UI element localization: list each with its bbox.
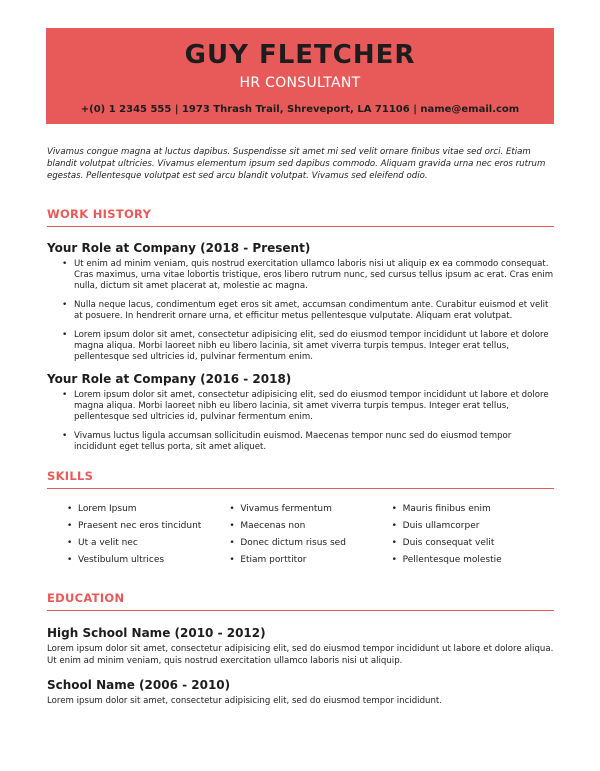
education-desc: Lorem ipsum dolor sit amet, consectetur adipisicing elit, sed do eiusmod tempor incididunt ut labore et dolore aliqua. Ut enim ad minim veniam, quis nostrud exercitation ullamco laboris nisi ut aliquip. [47, 644, 554, 666]
skills-grid [47, 501, 554, 569]
job-title: Your Role at Company (2016 - 2018) [47, 372, 292, 386]
summary-text: Vivamus congue magna at luctus dapibus. Suspendisse sit amet mi sed velit ornare finibus vitae sed orci. Etiam blandit volutpat ultricies. Vivamus elementum ipsum sed dapibus commodo. Aliquam gravida urna nec eros rutrum egestas. Pellentesque volutpat est sed arcu blandit volutpat. Vivamus sed eleifend odio. [47, 147, 546, 181]
skill-item: • Etiam porttitor [229, 552, 391, 569]
job-bullets [47, 259, 554, 363]
skills-column [67, 501, 229, 569]
education-desc: Lorem ipsum dolor sit amet, consectetur adipisicing elit, sed do eiusmod tempor incididunt. [47, 696, 443, 706]
list-item: • Ut enim ad minim veniam, quis nostrud exercitation ullamco laboris nisi ut aliquip ex ea commodo consequat. Cras maximus, urna vitae lobortis tristique, eros libero rutrum nunc, sed cursus tellus ipsum ac erat. Cras enim nulla, dictum sit amet placerat at, molestie ac magna. [74, 259, 554, 292]
education-title: High School Name (2010 - 2012) [47, 626, 266, 640]
education-entry [47, 625, 554, 667]
list-item: • Nulla neque lacus, condimentum eget eros sit amet, accumsan condimentum ante. Curabitur euismod et velit at posuere. In hendrerit ornare urna, et efficitur metus pellentesque vulputate. Aliquam erat volutpat. [74, 300, 554, 322]
skill-item: • Mauris finibus enim [392, 501, 554, 518]
skill-item: • Maecenas non [229, 518, 391, 535]
education-section [47, 591, 554, 707]
skill-item: • Lorem Ipsum [67, 501, 229, 518]
candidate-role: HR CONSULTANT [239, 75, 361, 91]
job-entry [47, 240, 554, 363]
skill-item: • Praesent nec eros tincidunt [67, 518, 229, 535]
candidate-name: GUY FLETCHER [184, 40, 416, 70]
work-history-heading: WORK HISTORY [47, 207, 554, 227]
skills-heading: SKILLS [47, 469, 554, 489]
skill-item: • Duis ullamcorper [392, 518, 554, 535]
job-title: Your Role at Company (2018 - Present) [47, 241, 311, 255]
education-heading: EDUCATION [47, 591, 554, 611]
skill-item: • Vivamus fermentum [229, 501, 391, 518]
skills-section [47, 469, 554, 569]
skill-item: • Vestibulum ultrices [67, 552, 229, 569]
skills-column [392, 501, 554, 569]
work-history-section [47, 207, 554, 453]
skill-item: • Duis consequat velit [392, 535, 554, 552]
education-entry [47, 677, 554, 707]
skill-item: • Donec dictum risus sed [229, 535, 391, 552]
list-item: • Lorem ipsum dolor sit amet, consectetur adipisicing elit, sed do eiusmod tempor incididunt ut labore et dolore magna aliqua. Morbi laoreet nibh eu libero lacinia, sit amet viverra turpis tempus. Integer erat tellus, pellentesque sed ultricies id, pulvinar fermentum enim. [74, 330, 554, 363]
list-item: • Vivamus luctus ligula accumsan sollicitudin euismod. Maecenas tempor nunc sed do eiusmod tempor incididunt eget tellus porta, sit amet aliquet. [74, 431, 554, 453]
skill-item: • Ut a velit nec [67, 535, 229, 552]
contact-line: +(0) 1 2345 555 | 1973 Thrash Trail, Shreveport, LA 71106 | name@email.com [80, 104, 520, 115]
list-item: • Lorem ipsum dolor sit amet, consectetur adipisicing elit, sed do eiusmod tempor incididunt ut labore et dolore magna aliqua. Morbi laoreet nibh eu libero lacinia, sit amet viverra turpis tempus. Integer erat tellus, pellentesque sed ultricies id, pulvinar fermentum enim. [74, 390, 554, 423]
job-entry [47, 371, 554, 453]
education-title: School Name (2006 - 2010) [47, 678, 231, 692]
job-bullets [47, 390, 554, 453]
resume-header [46, 28, 554, 124]
skill-item: • Pellentesque molestie [392, 552, 554, 569]
resume-body [47, 146, 554, 707]
skills-column [229, 501, 391, 569]
